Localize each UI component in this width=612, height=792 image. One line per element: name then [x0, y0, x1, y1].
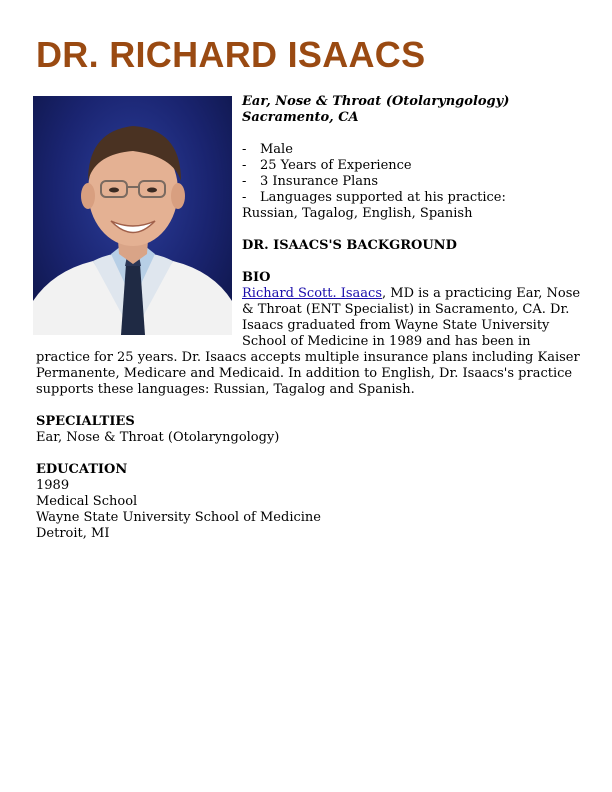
page-title: DR. RICHARD ISAACS: [36, 34, 426, 75]
education-city: Detroit, MI: [36, 526, 110, 541]
specialties-value: Ear, Nose & Throat (Otolaryngology): [36, 430, 280, 445]
education-school: Wayne State University School of Medicine: [36, 510, 321, 525]
languages-text: Russian, Tagalog, English, Spanish: [242, 206, 473, 221]
specialty-line: Ear, Nose & Throat (Otolaryngology): [242, 94, 510, 109]
education-heading: EDUCATION: [36, 462, 128, 477]
bio-text: , MD is a practicing Ear, Nose & Throat (ENT Specialist) in Sacramento, CA. Dr. Isaacs graduated from Wayne State University School of Medicine in 1989 and has been in practice for 25 years. Dr. Isaacs accepts multiple insurance plans including Kaiser Permanente, Medicare and Medicaid. In addition to English, Dr. Isaacs's practice supports these languages: Russian, Tagalog and Spanish.: [36, 286, 581, 397]
specialties-heading: SPECIALTIES: [36, 414, 135, 429]
bio-heading: BIO: [242, 270, 271, 285]
doctor-name-link[interactable]: Richard Scott. Isaacs: [242, 286, 383, 301]
background-heading: DR. ISAACS'S BACKGROUND: [242, 238, 457, 253]
education-type: Medical School: [36, 494, 138, 509]
list-item: - 3 Insurance Plans: [242, 174, 379, 189]
list-item: - 25 Years of Experience: [242, 158, 412, 173]
list-item: - Languages supported at his practice:: [242, 190, 506, 205]
list-item: - Male: [242, 142, 293, 157]
profile-content: [36, 94, 581, 542]
education-year: 1989: [36, 478, 70, 493]
location: Sacramento, CA: [242, 110, 359, 125]
